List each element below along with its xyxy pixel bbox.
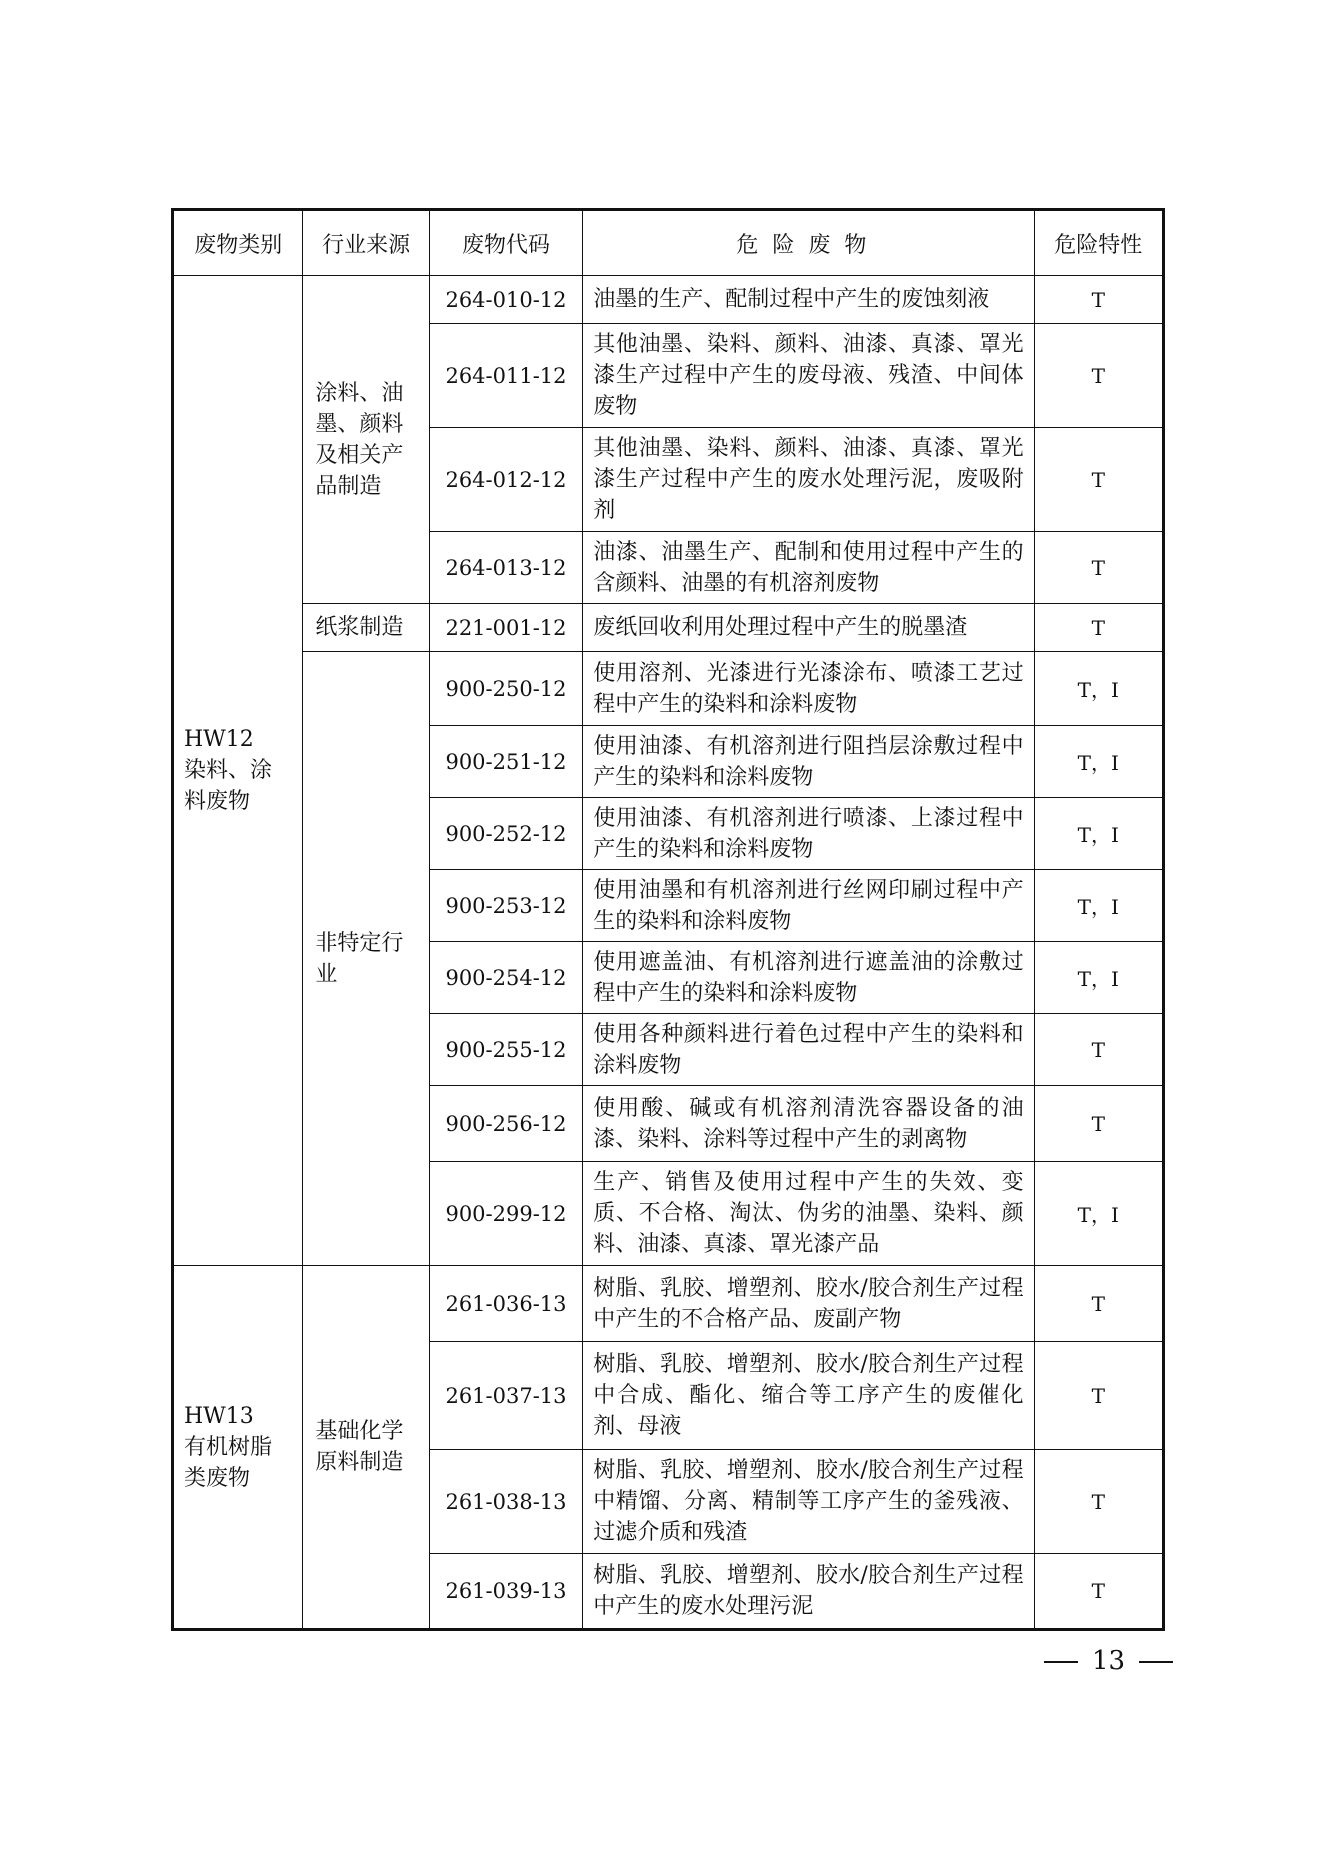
hazard-property-cell: T bbox=[1034, 428, 1163, 532]
waste-category-cell bbox=[173, 276, 303, 1266]
waste-code-cell: 900-255-12 bbox=[429, 1014, 582, 1086]
waste-code-cell: 264-013-12 bbox=[429, 532, 582, 604]
page-number bbox=[1030, 1646, 1187, 1676]
hazardous-waste-table bbox=[171, 208, 1165, 1631]
header-hazard: 危险特性 bbox=[1034, 210, 1163, 276]
waste-category-name: 染料、涂料废物 bbox=[184, 758, 273, 814]
waste-code-cell: 264-011-12 bbox=[429, 324, 582, 428]
hazard-property-cell: T，I bbox=[1034, 1162, 1163, 1266]
waste-category-name: 有机树脂类废物 bbox=[184, 1434, 273, 1491]
table-row bbox=[173, 1266, 1164, 1342]
table-row bbox=[173, 652, 1164, 726]
hazard-property-cell: T bbox=[1034, 532, 1163, 604]
hazard-property-cell: T，I bbox=[1034, 798, 1163, 870]
table-row bbox=[173, 604, 1164, 652]
waste-description-cell: 油漆、油墨生产、配制和使用过程中产生的含颜料、油墨的有机溶剂废物 bbox=[583, 532, 1034, 604]
waste-code-cell: 261-038-13 bbox=[429, 1450, 582, 1554]
waste-category-code: HW12 bbox=[184, 727, 254, 752]
waste-description-cell: 使用各种颜料进行着色过程中产生的染料和涂料废物 bbox=[583, 1014, 1034, 1086]
hazard-property-cell: T bbox=[1034, 324, 1163, 428]
hazard-property-cell: T，I bbox=[1034, 942, 1163, 1014]
header-waste: 危险废物 bbox=[583, 210, 1034, 276]
waste-description-cell: 使用油漆、有机溶剂进行喷漆、上漆过程中产生的染料和涂料废物 bbox=[583, 798, 1034, 870]
waste-category-cell bbox=[173, 1266, 303, 1630]
waste-code-cell: 900-253-12 bbox=[429, 870, 582, 942]
waste-code-cell: 264-010-12 bbox=[429, 276, 582, 324]
waste-description-cell: 油墨的生产、配制过程中产生的废蚀刻液 bbox=[583, 276, 1034, 324]
waste-code-cell: 221-001-12 bbox=[429, 604, 582, 652]
waste-description-cell: 其他油墨、染料、颜料、油漆、真漆、罩光漆生产过程中产生的废母液、残渣、中间体废物 bbox=[583, 324, 1034, 428]
waste-code-cell: 900-251-12 bbox=[429, 726, 582, 798]
waste-code-cell: 261-037-13 bbox=[429, 1342, 582, 1450]
waste-code-cell: 261-036-13 bbox=[429, 1266, 582, 1342]
waste-description-cell: 树脂、乳胶、增塑剂、胶水/胶合剂生产过程中产生的废水处理污泥 bbox=[583, 1554, 1034, 1630]
waste-description-cell: 树脂、乳胶、增塑剂、胶水/胶合剂生产过程中产生的不合格产品、废副产物 bbox=[583, 1266, 1034, 1342]
hazard-property-cell: T bbox=[1034, 1342, 1163, 1450]
industry-source-cell: 纸浆制造 bbox=[303, 604, 429, 652]
waste-description-cell: 树脂、乳胶、增塑剂、胶水/胶合剂生产过程中精馏、分离、精制等工序产生的釜残液、过滤介质和残渣 bbox=[583, 1450, 1034, 1554]
waste-code-cell: 900-299-12 bbox=[429, 1162, 582, 1266]
waste-code-cell: 900-250-12 bbox=[429, 652, 582, 726]
waste-description-cell: 其他油墨、染料、颜料、油漆、真漆、罩光漆生产过程中产生的废水处理污泥，废吸附剂 bbox=[583, 428, 1034, 532]
waste-description-cell: 使用油漆、有机溶剂进行阻挡层涂敷过程中产生的染料和涂料废物 bbox=[583, 726, 1034, 798]
waste-code-cell: 261-039-13 bbox=[429, 1554, 582, 1630]
page-number-text: 13 bbox=[1092, 1646, 1126, 1676]
waste-description-cell: 废纸回收利用处理过程中产生的脱墨渣 bbox=[583, 604, 1034, 652]
hazard-property-cell: T bbox=[1034, 604, 1163, 652]
header-code: 废物代码 bbox=[429, 210, 582, 276]
hazard-property-cell: T，I bbox=[1034, 652, 1163, 726]
header-source: 行业来源 bbox=[303, 210, 429, 276]
waste-description-cell: 树脂、乳胶、增塑剂、胶水/胶合剂生产过程中合成、酯化、缩合等工序产生的废催化剂、母液 bbox=[583, 1342, 1034, 1450]
page-dash-right bbox=[1139, 1661, 1173, 1663]
waste-description-cell: 使用油墨和有机溶剂进行丝网印刷过程中产生的染料和涂料废物 bbox=[583, 870, 1034, 942]
hazard-property-cell: T bbox=[1034, 1450, 1163, 1554]
waste-description-cell: 使用酸、碱或有机溶剂清洗容器设备的油漆、染料、涂料等过程中产生的剥离物 bbox=[583, 1086, 1034, 1162]
table-row bbox=[173, 276, 1164, 324]
industry-source-cell: 基础化学原料制造 bbox=[303, 1266, 429, 1630]
hazard-property-cell: T bbox=[1034, 1014, 1163, 1086]
table-body bbox=[173, 276, 1164, 1630]
hazard-property-cell: T bbox=[1034, 1266, 1163, 1342]
hazard-property-cell: T，I bbox=[1034, 870, 1163, 942]
industry-source-cell: 涂料、油墨、颜料及相关产品制造 bbox=[303, 276, 429, 604]
hazard-property-cell: T bbox=[1034, 276, 1163, 324]
waste-code-cell: 264-012-12 bbox=[429, 428, 582, 532]
waste-code-cell: 900-252-12 bbox=[429, 798, 582, 870]
waste-description-cell: 生产、销售及使用过程中产生的失效、变质、不合格、淘汰、伪劣的油墨、染料、颜料、油漆、真漆、罩光漆产品 bbox=[583, 1162, 1034, 1266]
page-dash-left bbox=[1044, 1661, 1078, 1663]
table-header-row bbox=[173, 210, 1164, 276]
hazard-property-cell: T bbox=[1034, 1554, 1163, 1630]
header-category: 废物类别 bbox=[173, 210, 303, 276]
industry-source-cell: 非特定行业 bbox=[303, 652, 429, 1266]
waste-code-cell: 900-256-12 bbox=[429, 1086, 582, 1162]
waste-description-cell: 使用溶剂、光漆进行光漆涂布、喷漆工艺过程中产生的染料和涂料废物 bbox=[583, 652, 1034, 726]
hazard-property-cell: T，I bbox=[1034, 726, 1163, 798]
hazard-property-cell: T bbox=[1034, 1086, 1163, 1162]
waste-category-code: HW13 bbox=[184, 1403, 254, 1429]
waste-description-cell: 使用遮盖油、有机溶剂进行遮盖油的涂敷过程中产生的染料和涂料废物 bbox=[583, 942, 1034, 1014]
waste-code-cell: 900-254-12 bbox=[429, 942, 582, 1014]
